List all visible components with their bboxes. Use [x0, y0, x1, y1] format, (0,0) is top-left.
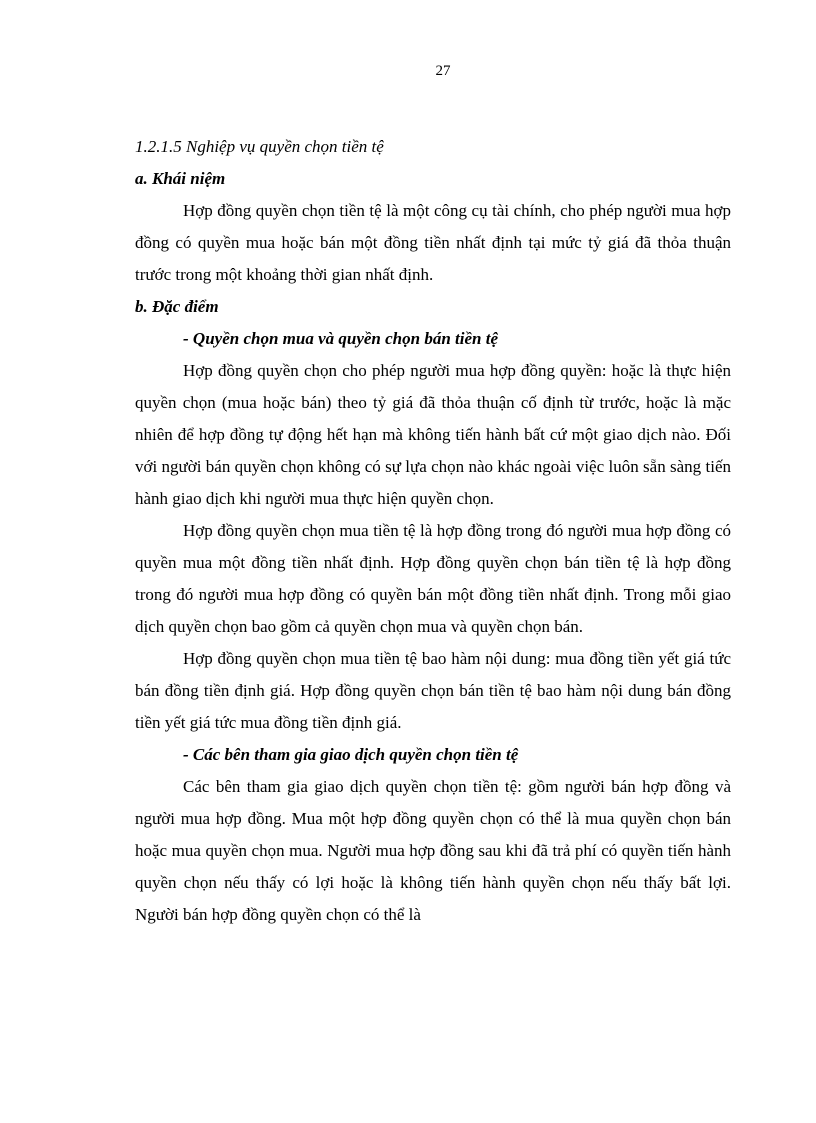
page-number: 27: [435, 63, 451, 79]
document-body: [135, 131, 731, 931]
part2-title: - Các bên tham gia giao dịch quyền chọn tiền tệ: [183, 745, 519, 764]
paragraph: Hợp đồng quyền chọn tiền tệ là một công cụ tài chính, cho phép người mua hợp đồng có quyền mua hoặc bán một đồng tiền nhất định tại mức tỷ giá đã thỏa thuận trước trong một khoảng thời gian nhất định.: [135, 201, 731, 284]
part1-title: - Quyền chọn mua và quyền chọn bán tiền tệ: [183, 329, 498, 348]
section-heading: 1.2.1.5 Nghiệp vụ quyền chọn tiền tệ: [135, 137, 384, 156]
paragraph: Hợp đồng quyền chọn cho phép người mua hợp đồng quyền: hoặc là thực hiện quyền chọn (mua hoặc bán) theo tỷ giá đã thỏa thuận cố định từ trước, hoặc là mặc nhiên để hợp đồng tự động hết hạn mà không tiến hành bất cứ một giao dịch nào. Đối với người bán quyền chọn không có sự lựa chọn nào khác ngoài việc luôn sẵn sàng tiến hành giao dịch khi người mua thực hiện quyền chọn.: [135, 361, 731, 508]
paragraph: Hợp đồng quyền chọn mua tiền tệ là hợp đồng trong đó người mua hợp đồng có quyền mua một đồng tiền nhất định. Hợp đồng quyền chọn bán tiền tệ là hợp đồng trong đó người mua hợp đồng có quyền bán một đồng tiền nhất định. Trong mỗi giao dịch quyền chọn bao gồm cả quyền chọn mua và quyền chọn bán.: [135, 521, 731, 636]
paragraph: Các bên tham gia giao dịch quyền chọn tiền tệ: gồm người bán hợp đồng và người mua hợp đồng. Mua một hợp đồng quyền chọn có thể là mua quyền chọn bán hoặc mua quyền chọn mua. Người mua hợp đồng sau khi đã trả phí có quyền tiến hành quyền chọn nếu thấy có lợi hoặc là không tiến hành quyền chọn nếu thấy bất lợi. Người bán hợp đồng quyền chọn có thể là: [135, 777, 731, 924]
subsection-a-title: a. Khái niệm: [135, 169, 226, 188]
subsection-b-title: b. Đặc điểm: [135, 297, 219, 316]
paragraph: Hợp đồng quyền chọn mua tiền tệ bao hàm nội dung: mua đồng tiền yết giá tức bán đồng tiền định giá. Hợp đồng quyền chọn bán tiền tệ bao hàm nội dung bán đồng tiền yết giá tức mua đồng tiền định giá.: [135, 649, 731, 732]
